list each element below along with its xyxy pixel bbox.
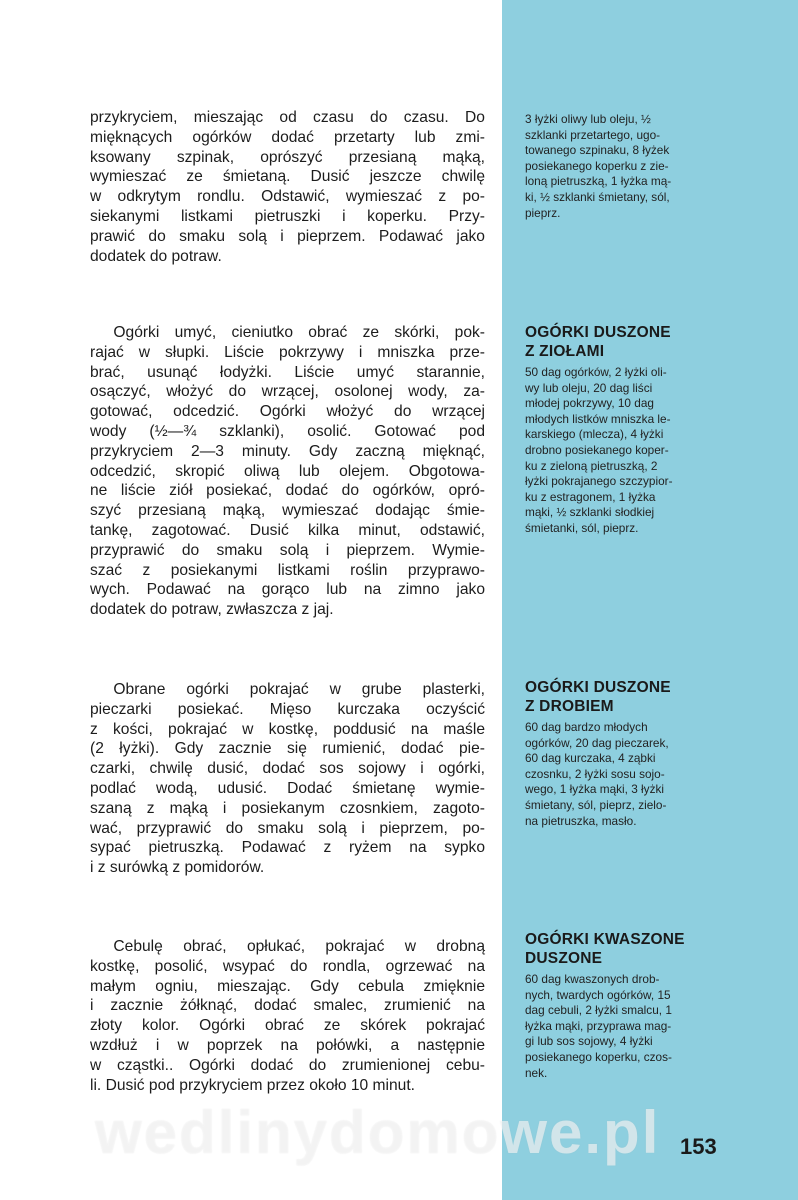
instruction-paragraph (90, 680, 485, 878)
instruction-paragraph (90, 108, 485, 266)
recipe-title (525, 930, 745, 968)
recipe-ingredients (525, 972, 745, 1081)
text-line: szyć przesianą mąką, wymieszać dodając śmie- (90, 502, 485, 520)
text-line: w cząstki.. Ogórki dodać do zrumienionej cebu- (90, 1056, 485, 1074)
ingredient-line: śmietany, sól, pieprz, zielo- (525, 797, 667, 812)
recipe-ingredients (525, 112, 745, 221)
recipe-title-line: OGÓRKI KWASZONE (525, 931, 685, 948)
ingredient-line: ku z estragonem, 1 łyżka (525, 489, 656, 504)
instruction-paragraph (90, 323, 485, 620)
text-line: li. Dusić pod przykryciem przez około 10 minut. (90, 1076, 415, 1094)
ingredient-line: na pietruszka, masło. (525, 813, 637, 828)
text-line: osączyć, włożyć do wrzącej, osolonej wody, za- (90, 383, 485, 401)
text-line: wzdłuż i w poprzek na połówki, a następnie (90, 1036, 485, 1054)
ingredient-line: łyżka mąki, przyprawa mag- (525, 1018, 672, 1033)
text-line: ne liście ziół posiekać, dodać do ogórków, opró- (90, 482, 485, 500)
recipe-title (525, 678, 745, 716)
instruction-paragraph (90, 937, 485, 1095)
ingredient-line: gi lub sos sojowy, 4 łyżki (525, 1034, 653, 1049)
text-line: przykryciem, mieszając od czasu do czasu. Do (90, 109, 485, 126)
ingredient-line: mąki, ½ szklanki słodkiej (525, 505, 655, 520)
text-line: Ogórki umyć, cieniutko obrać ze skórki, pok- (90, 324, 485, 341)
ingredient-line: czosnku, 2 łyżki sosu sojo- (525, 766, 665, 781)
text-line: prawić do smaku solą i pieprzem. Podawać jako (90, 227, 485, 245)
ingredient-line: ki, ½ szklanki śmietany, sól, (525, 189, 670, 204)
ingredient-line: pieprz. (525, 205, 561, 220)
ingredient-line: młodej pokrzywy, 10 dag (525, 396, 654, 411)
text-line: czarki, chwilę dusić, dodać sos sojowy i ogórki, (90, 760, 485, 778)
text-line: rajać w słupki. Liście pokrzywy i mniszka prze- (90, 343, 485, 361)
ingredient-line: 60 dag kwaszonych drob- (525, 972, 660, 986)
text-line: pieczarki posiekać. Mięso kurczaka oczyścić (90, 700, 485, 718)
recipe-title (525, 323, 745, 361)
recipe-title-line: Z ZIOŁAMI (525, 343, 605, 360)
ingredient-line: ogórków, 20 dag pieczarek, (525, 735, 669, 750)
text-line: przyprawić do smaku solą i pieprzem. Wymie- (90, 541, 485, 559)
ingredient-line: 3 łyżki oliwy lub oleju, ½ (525, 112, 651, 126)
text-line: i z surówką z pomidorów. (90, 859, 265, 877)
ingredient-line: towanego szpinaku, 8 łyżek (525, 143, 670, 158)
ingredient-line: dag cebuli, 2 łyżki smalcu, 1 (525, 1003, 672, 1018)
text-line: ksowany szpinak, oprószyć przesianą mąką, (90, 148, 485, 166)
ingredient-line: śmietanki, sól, pieprz. (525, 520, 639, 535)
watermark-text: wedlinydomowe.pl (95, 1099, 661, 1166)
ingredient-line: szklanki przetartego, ugo- (525, 127, 661, 142)
text-line: kostkę, posolić, wsypać do rondla, ogrzewać na (90, 957, 485, 975)
ingredient-line: posiekanego koperku, czos- (525, 1049, 672, 1064)
recipe-ingredients (525, 720, 745, 829)
text-line: dodatek do potraw. (90, 247, 222, 265)
text-line: w odkrytym rondlu. Odstawić, wymieszać z po- (90, 188, 485, 206)
ingredient-line: wego, 1 łyżka mąki, 3 łyżki (525, 782, 664, 797)
recipe-ingredients-block (525, 323, 745, 537)
text-line: z kości, pokrajać w kostkę, poddusić na maśle (90, 720, 485, 738)
ingredient-line: 60 dag bardzo młodych (525, 720, 648, 734)
ingredient-line: młodych listków mniszka le- (525, 411, 671, 426)
ingredient-line: nych, twardych ogórków, 15 (525, 987, 671, 1002)
text-line: odcedzić, skropić oliwą lub olejem. Obgotowa- (90, 462, 485, 480)
text-line: złoty kolor. Ogórki obrać ze skórek pokrajać (90, 1017, 485, 1035)
text-line: Obrane ogórki pokrajać w grube plasterki, (90, 681, 485, 698)
recipe-ingredients (525, 365, 745, 537)
text-line: (2 łyżki). Gdy zacznie się rumienić, dodać pie- (90, 740, 485, 758)
text-line: Cebulę obrać, opłukać, pokrajać w drobną (90, 938, 485, 955)
ingredient-line: 60 dag kurczaka, 4 ząbki (525, 751, 656, 766)
recipe-ingredients-block (525, 112, 745, 221)
text-line: wać, przyprawić do smaku solą i pieprzem, po- (90, 819, 485, 837)
text-line: mięknących ogórków dodać przetarty lub zmi- (90, 128, 485, 146)
ingredient-line: łyżki pokrajanego szczypior- (525, 474, 673, 489)
ingredient-line: wy lub oleju, 20 dag liści (525, 380, 653, 395)
ingredient-line: nek. (525, 1065, 548, 1080)
text-line: gotować, odcedzić. Ogórki włożyć do wrzącej (90, 403, 485, 421)
ingredient-line: ku z zieloną pietruszką, 2 (525, 458, 658, 473)
text-line: przykryciem 2—3 minuty. Gdy zaczną mięknąć, (90, 442, 485, 460)
text-line: szaną z mąką i posiekanym czosnkiem, zagoto- (90, 799, 485, 817)
text-line: wody (½—¾ szklanki), osolić. Gotować pod (90, 422, 485, 440)
text-line: tankę, zagotować. Dusić kilka minut, odstawić, (90, 521, 485, 539)
recipe-title-line: DUSZONE (525, 950, 603, 967)
text-line: siekanymi listkami pietruszki i koperku. Przy- (90, 207, 485, 225)
ingredient-line: 50 dag ogórków, 2 łyżki oli- (525, 365, 667, 379)
text-line: szać z posiekanymi listkami roślin przyprawo- (90, 561, 485, 579)
recipe-title-line: OGÓRKI DUSZONE (525, 679, 671, 696)
text-line: wych. Podawać na gorąco lub na zimno jako (90, 581, 485, 599)
text-line: podlać wodą, udusić. Dodać śmietanę wymie- (90, 779, 485, 797)
recipe-ingredients-block (525, 678, 745, 829)
recipe-ingredients-block (525, 930, 745, 1081)
ingredient-line: karskiego (mlecza), 4 łyżki (525, 427, 664, 442)
text-line: brać, usunąć łodyżki. Liście umyć starannie, (90, 363, 485, 381)
text-line: sypać pietruszką. Podawać z ryżem na sypko (90, 839, 485, 857)
ingredient-line: drobno posiekanego koper- (525, 442, 669, 457)
page-number: 153 (680, 1134, 717, 1159)
recipe-title-line: Z DROBIEM (525, 698, 614, 715)
text-line: małym ogniu, mieszając. Gdy cebula zmięknie (90, 977, 485, 995)
ingredient-line: posiekanego koperku z zie- (525, 158, 669, 173)
text-line: i zacznie żółknąć, dodać smalec, zrumienić na (90, 997, 485, 1015)
recipe-title-line: OGÓRKI DUSZONE (525, 324, 671, 341)
ingredient-line: loną pietruszką, 1 łyżka mą- (525, 174, 672, 189)
text-line: wymieszać ze śmietaną. Dusić jeszcze chwilę (90, 168, 485, 186)
text-line: dodatek do potraw, zwłaszcza z jaj. (90, 601, 334, 619)
